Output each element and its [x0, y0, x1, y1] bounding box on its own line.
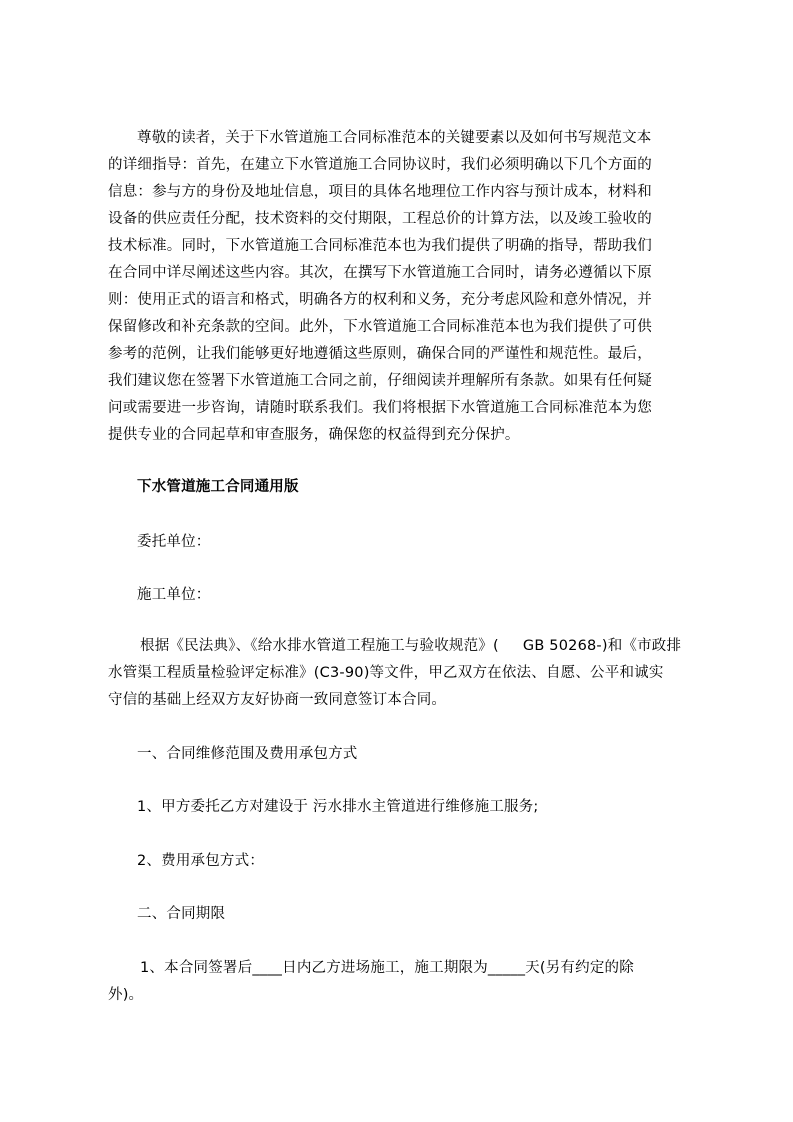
section2-item1-line: 1、本合同签署后____日内乙方进场施工，施工期限为_____天(另有约定的除 — [140, 960, 634, 976]
intro-line: 问或需要进一步咨询，请随时联系我们。我们将根据下水管道施工合同标准范本为您 — [108, 400, 652, 416]
intro-line: 信息：参与方的身份及地址信息，项目的具体名地理位工作内容与预计成本，材料和 — [108, 184, 652, 200]
basis-line: 守信的基础上经双方友好协商一致同意签订本合同。 — [108, 692, 447, 708]
section2-title: 二、合同期限 — [137, 906, 226, 922]
section1-title: 一、合同维修范围及费用承包方式 — [137, 746, 358, 762]
intro-line: 参考的范例，让我们能够更好地遵循这些原则，确保合同的严谨性和规范性。最后， — [108, 346, 652, 362]
intro-line: 技术标准。同时，下水管道施工合同标准范本也为我们提供了明确的指导，帮助我们 — [108, 238, 652, 254]
basis-line: 水管渠工程质量检验评定标准》(C3-90)等文件，甲乙双方在依法、自愿、公平和诚实 — [108, 665, 664, 681]
client-label: 委托单位： — [137, 534, 211, 550]
section2-item1-line: 外)。 — [108, 987, 144, 1003]
intro-line: 我们建议您在签署下水管道施工合同之前，仔细阅读并理解所有条款。如果有任何疑 — [108, 373, 652, 389]
basis-line: 根据《民法典》、《给水排水管道工程施工与验收规范》( GB 50268-)和《市政排 — [140, 638, 682, 654]
contract-title: 下水管道施工合同通用版 — [137, 479, 299, 495]
section1-item2: 2、费用承包方式： — [137, 853, 265, 869]
intro-line: 提供专业的合同起草和审查服务，确保您的权益得到充分保护。 — [108, 427, 520, 443]
section1-item1: 1、甲方委托乙方对建设于 污水排水主管道进行维修施工服务; — [137, 799, 539, 815]
intro-line: 则：使用正式的语言和格式，明确各方的权利和义务，充分考虑风险和意外情况，并 — [108, 292, 652, 308]
intro-line: 的详细指导：首先，在建立下水管道施工合同协议时，我们必须明确以下几个方面的 — [108, 157, 652, 173]
intro-line: 设备的供应责任分配，技术资料的交付期限，工程总价的计算方法，以及竣工验收的 — [108, 211, 652, 227]
intro-line: 在合同中详尽阐述这些内容。其次，在撰写下水管道施工合同时，请务必遵循以下原 — [108, 265, 652, 281]
contractor-label: 施工单位： — [137, 587, 211, 603]
intro-line: 尊敬的读者，关于下水管道施工合同标准范本的关键要素以及如何书写规范文本 — [137, 130, 652, 146]
intro-line: 保留修改和补充条款的空间。此外，下水管道施工合同标准范本也为我们提供了可供 — [108, 319, 652, 335]
